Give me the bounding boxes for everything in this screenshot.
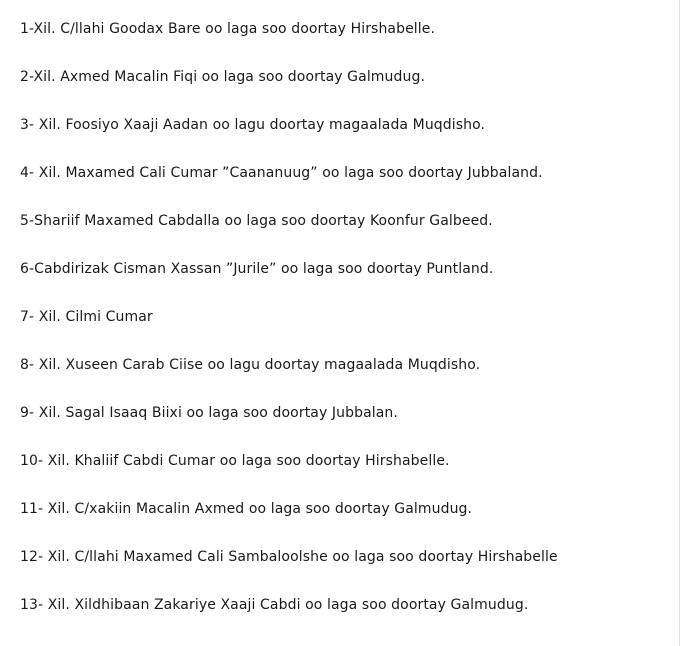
list-item-5: 5-Shariif Maxamed Cabdalla oo laga soo doortay Koonfur Galbeed. xyxy=(20,213,493,229)
list-item-13: 13- Xil. Xildhibaan Zakariye Xaaji Cabdi oo laga soo doortay Galmudug. xyxy=(20,597,529,613)
list-item-3: 3- Xil. Foosiyo Xaaji Aadan oo lagu doortay magaalada Muqdisho. xyxy=(20,117,486,133)
list-item-2: 2-Xil. Axmed Macalin Fiqi oo laga soo doortay Galmudug. xyxy=(20,69,426,85)
list-item-8: 8- Xil. Xuseen Carab Ciise oo lagu doortay magaalada Muqdisho. xyxy=(20,357,481,373)
list-item-11: 11- Xil. C/xakiin Macalin Axmed oo laga soo doortay Galmudug. xyxy=(20,501,473,517)
list-item-1: 1-Xil. C/llahi Goodax Bare oo laga soo doortay Hirshabelle. xyxy=(20,21,436,37)
list-item-7: 7- Xil. Cilmi Cumar xyxy=(20,309,153,325)
list-item-4: 4- Xil. Maxamed Cali Cumar ”Caananuug” oo laga soo doortay Jubbaland. xyxy=(20,165,543,181)
list-item-12: 12- Xil. C/llahi Maxamed Cali Sambaloolshe oo laga soo doortay Hirshabelle xyxy=(20,549,558,565)
list-item-6: 6-Cabdirizak Cisman Xassan ”Jurile” oo laga soo doortay Puntland. xyxy=(20,261,494,277)
list-item-10: 10- Xil. Khaliif Cabdi Cumar oo laga soo doortay Hirshabelle. xyxy=(20,453,450,469)
list-item-9: 9- Xil. Sagal Isaaq Biixi oo laga soo doortay Jubbalan. xyxy=(20,405,398,421)
